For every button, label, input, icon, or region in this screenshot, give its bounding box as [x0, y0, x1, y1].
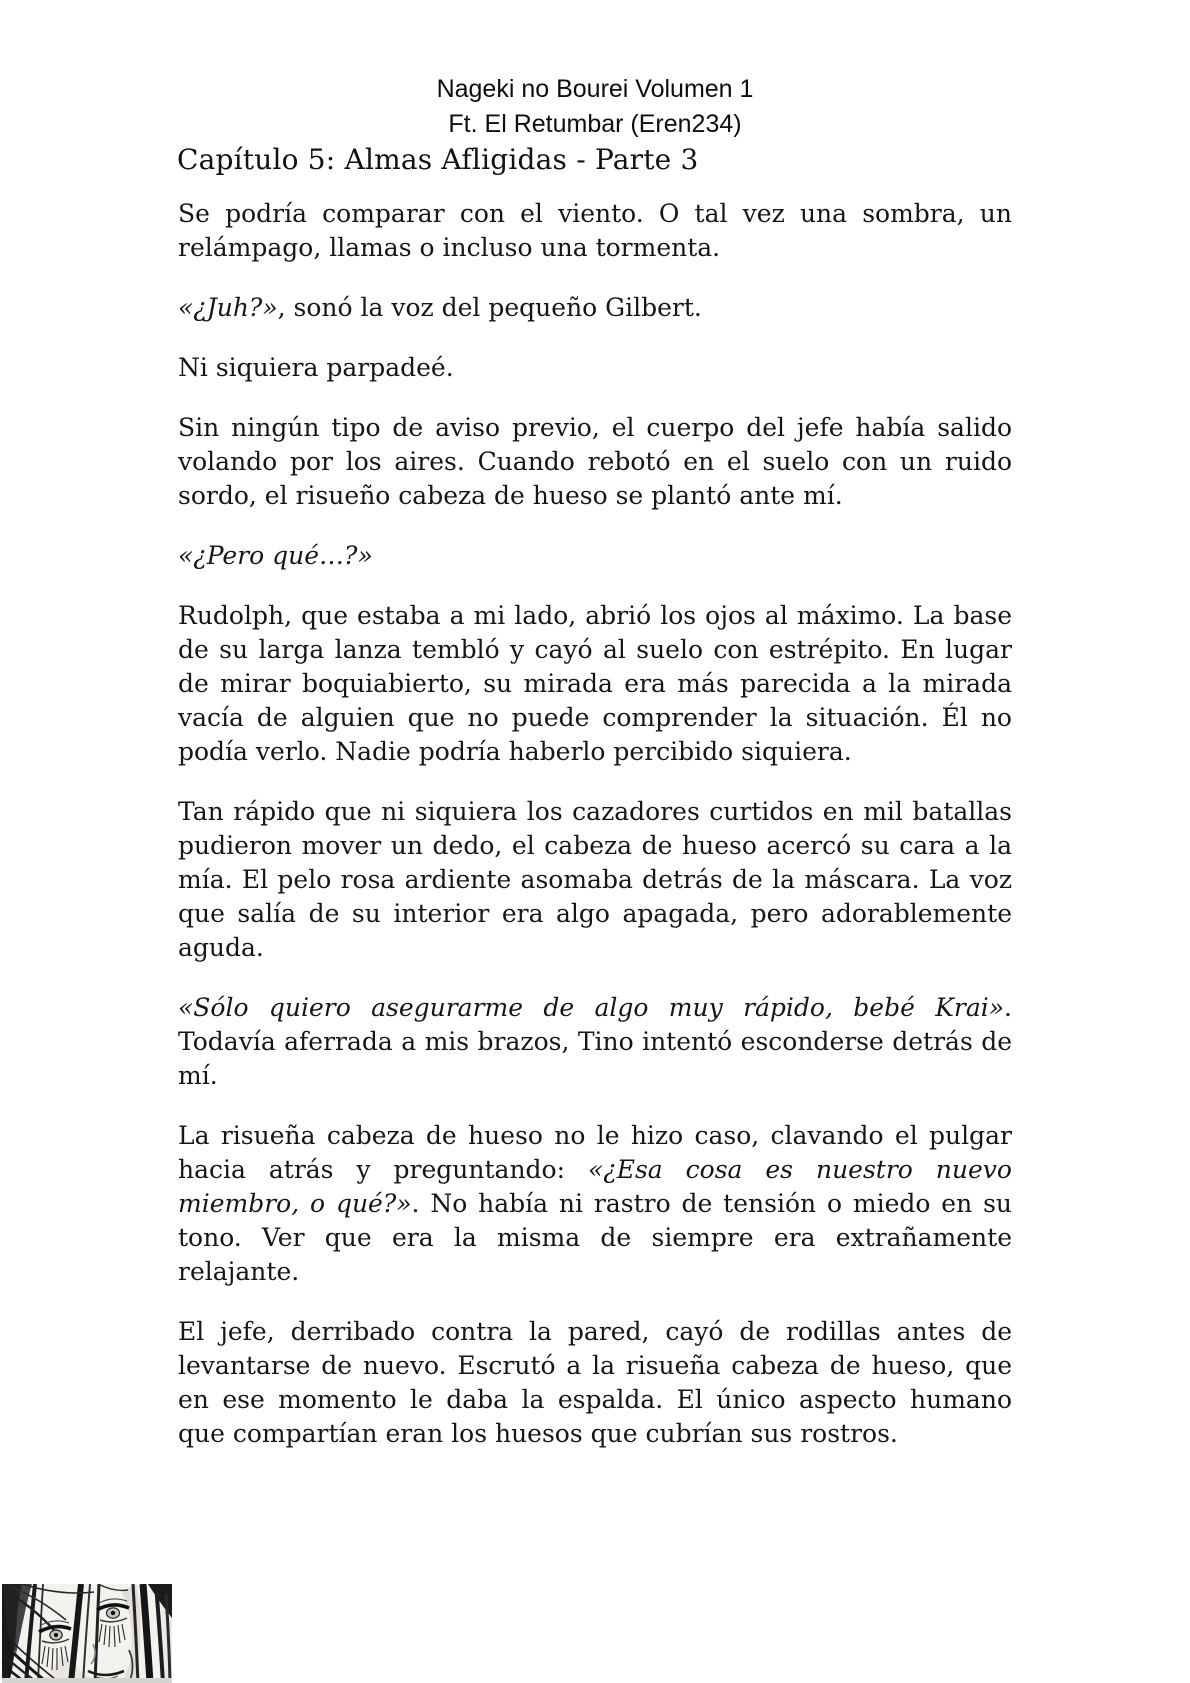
paragraph — [178, 599, 1012, 769]
right-eye-pupil — [111, 1611, 115, 1615]
text-segment: . No había ni rastro de tensión o miedo en su tono. Ver que era la misma de siempre era extrañamente relajante. — [178, 1189, 1012, 1286]
paragraph — [178, 291, 1012, 325]
chapter-title: Capítulo 5: Almas Afligidas - Parte 3 — [177, 143, 699, 176]
text-segment: La risueña cabeza de hueso no le hizo caso, clavando el pulgar hacia atrás y preguntando: — [178, 1121, 1012, 1184]
document-header — [0, 72, 1190, 142]
text-segment: . Todavía aferrada a mis brazos, Tino intentó esconderse detrás de mí. — [178, 993, 1012, 1090]
text-segment: Rudolph, que estaba a mi lado, abrió los ojos al máximo. La base de su larga lanza tembló y cayó al suelo con estrépito. En lugar de mirar boquiabierto, su mirada era más parecida a la mirada vacía de alguien que no puede comprender la situación. Él no podía verlo. Nadie podría haberlo percibido siquiera. — [178, 601, 1012, 766]
paragraph — [178, 1315, 1012, 1451]
paragraph — [178, 351, 1012, 385]
left-eye-pupil — [54, 1633, 58, 1637]
text-segment: El jefe, derribado contra la pared, cayó de rodillas antes de levantarse de nuevo. Escrutó a la risueña cabeza de hueso, que en ese momento le daba la espalda. El único aspecto humano que compartían eran los huesos que cubrían sus rostros. — [178, 1317, 1012, 1448]
image-bottom-strip — [2, 1678, 172, 1683]
paragraph — [178, 539, 1012, 573]
volume-title: Nageki no Bourei Volumen 1 — [436, 75, 754, 103]
text-segment: «Sólo quiero asegurarme de algo muy rápido, bebé Krai» — [178, 993, 1005, 1022]
text-segment: , sonó la voz del pequeño Gilbert. — [277, 293, 702, 322]
text-segment: «¿Juh?» — [178, 293, 278, 322]
paragraph — [178, 197, 1012, 265]
text-segment: «¿Esa cosa es nuestro nuevo miembro, o qué?» — [178, 1155, 1012, 1218]
body-paragraphs — [178, 197, 1012, 1477]
paragraph — [178, 411, 1012, 513]
paragraph — [178, 991, 1012, 1093]
credit-line: Ft. El Retumbar (Eren234) — [448, 110, 742, 138]
paragraph — [178, 795, 1012, 965]
text-segment: Se podría comparar con el viento. O tal vez una sombra, un relámpago, llamas o incluso una tormenta. — [178, 199, 1012, 262]
text-segment: Sin ningún tipo de aviso previo, el cuerpo del jefe había salido volando por los aires. Cuando rebotó en el suelo con un ruido sordo, el risueño cabeza de hueso se plantó ante mí. — [178, 413, 1012, 510]
text-segment: «¿Pero qué…?» — [178, 541, 373, 570]
paragraph — [178, 1119, 1012, 1289]
manga-face-image — [2, 1584, 172, 1683]
text-segment: Ni siquiera parpadeé. — [178, 353, 454, 382]
text-segment: Tan rápido que ni siquiera los cazadores curtidos en mil batallas pudieron mover un dedo, el cabeza de hueso acercó su cara a la mía. El pelo rosa ardiente asomaba detrás de la máscara. La voz que salía de su interior era algo apagada, pero adorablemente aguda. — [178, 797, 1012, 962]
